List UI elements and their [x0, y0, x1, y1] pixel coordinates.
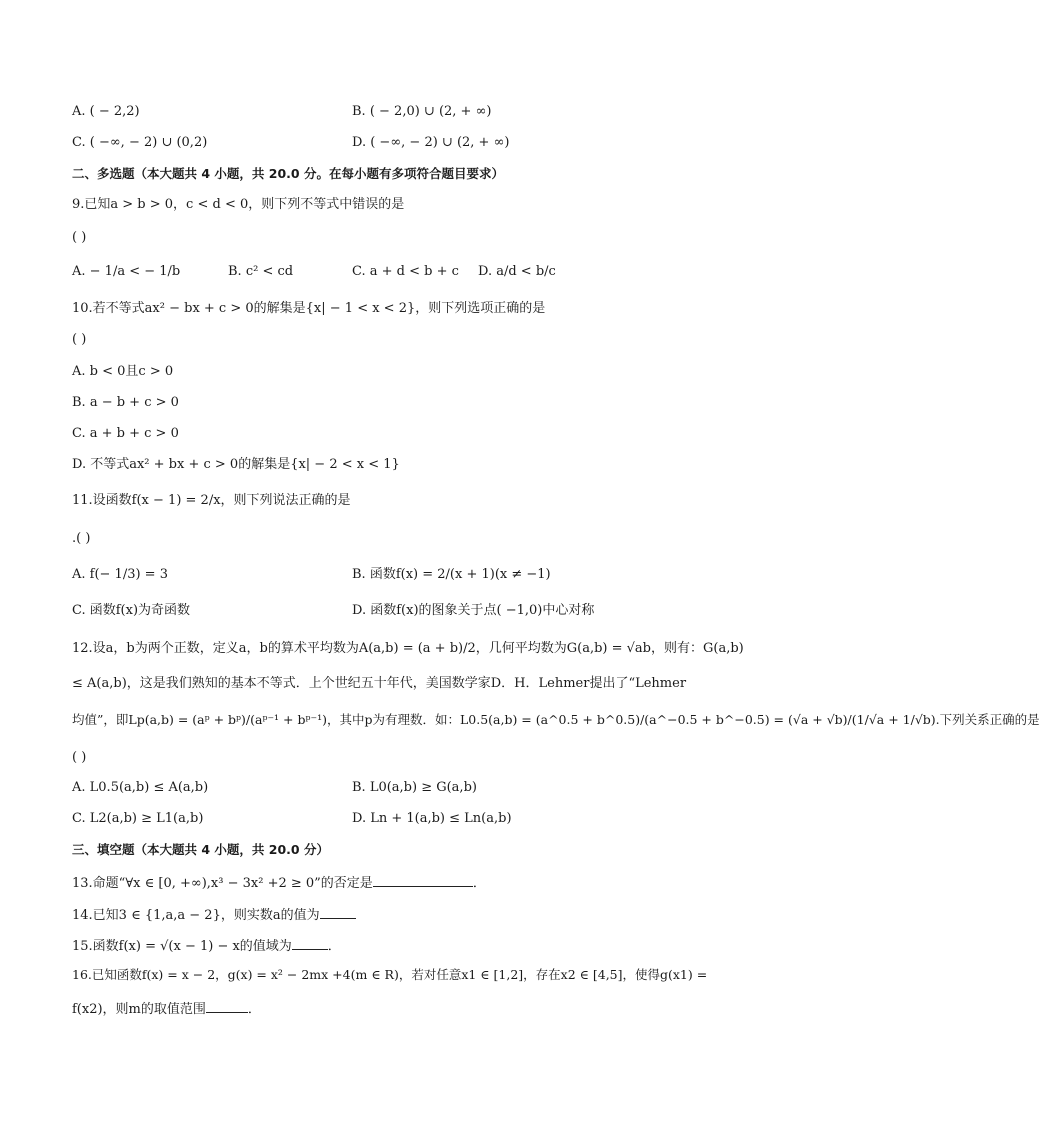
q10-stem: 10.若不等式ax² − bx + c > 0的解集是{x| − 1 < x < 2}，则下列选项正确的是	[72, 301, 546, 316]
section-title-fill-in: 三、填空题（本大题共 4 小题，共 20.0 分）	[72, 842, 329, 857]
q8-option-c: C. ( −∞, − 2) ∪ (0,2)	[72, 135, 208, 150]
q16-line-1: 16.已知函数f(x) = x − 2，g(x) = x² − 2mx +4(m ∈ R)，若对任意x1 ∈ [1,2]，存在x2 ∈ [4,5]，使得g(x1) =	[72, 967, 708, 982]
q15-answer-blank[interactable]	[292, 935, 328, 950]
q15-end: ．	[327, 939, 341, 954]
q16-line-2	[72, 998, 261, 1019]
q9-option-a: A. − 1/a < − 1/b	[72, 264, 181, 279]
q12-option-a: A. L0.5(a,b) ≤ A(a,b)	[72, 780, 209, 795]
q12-option-b: B. L0(a,b) ≥ G(a,b)	[352, 780, 477, 795]
q14	[72, 904, 356, 925]
q11-stem: 11.设函数f(x − 1) = 2/x，则下列说法正确的是	[72, 493, 351, 508]
q12-line-3: 均值”，即Lp(a,b) = (aᵖ + bᵖ)/(aᵖ⁻¹ + bᵖ⁻¹)，其中p为有理数．如：L0.5(a,b) = (a^0.5 + b^0.5)/(a^−0.5 + b^−0.5) = (√a + √b)/(1/√a + 1/√b).下列关系正确的是	[72, 712, 1040, 727]
q8-option-d: D. ( −∞, − 2) ∪ (2, + ∞)	[352, 135, 510, 150]
q9-option-c: C. a + d < b + c	[352, 264, 459, 279]
q14-text: 14.已知3 ∈ {1,a,a − 2}，则实数a的值为	[72, 908, 320, 923]
q8-option-a: A. ( − 2,2)	[72, 104, 140, 119]
q12-option-d: D. Ln + 1(a,b) ≤ Ln(a,b)	[352, 811, 512, 826]
q12-option-c: C. L2(a,b) ≥ L1(a,b)	[72, 811, 204, 826]
q13	[72, 872, 486, 893]
q13-answer-blank[interactable]	[373, 872, 473, 887]
q10-option-a: A. b < 0且c > 0	[72, 364, 174, 379]
q15	[72, 935, 341, 956]
q9-stem: 9.已知a > b > 0，c < d < 0，则下列不等式中错误的是	[72, 197, 405, 212]
q11-option-b: B. 函数f(x) = 2/(x + 1)(x ≠ −1)	[352, 567, 551, 582]
q12-paren: ( )	[72, 750, 87, 765]
q10-option-b: B. a − b + c > 0	[72, 395, 179, 410]
q12-line-1: 12.设a，b为两个正数，定义a，b的算术平均数为A(a,b) = (a + b)/2，几何平均数为G(a,b) = √ab，则有：G(a,b)	[72, 641, 744, 656]
q10-option-d: D. 不等式ax² + bx + c > 0的解集是{x| − 2 < x < 1}	[72, 457, 400, 472]
q11-option-d: D. 函数f(x)的图象关于点( −1,0)中心对称	[352, 603, 595, 618]
q12-line-2: ≤ A(a,b)，这是我们熟知的基本不等式．上个世纪五十年代，美国数学家D．H．Lehmer提出了“Lehmer	[72, 676, 687, 691]
q10-paren: ( )	[72, 332, 87, 347]
q13-end: ．	[472, 876, 486, 891]
section-title-multiple-choice: 二、多选题（本大题共 4 小题，共 20.0 分。在每小题有多项符合题目要求）	[72, 166, 504, 181]
q9-paren: ( )	[72, 230, 87, 245]
q16-end: ．	[247, 1002, 261, 1017]
q16-answer-blank[interactable]	[206, 998, 248, 1013]
q16-line-2-text: f(x2)，则m的取值范围	[72, 1002, 206, 1017]
q10-option-c: C. a + b + c > 0	[72, 426, 179, 441]
q11-paren: .( )	[72, 531, 91, 546]
q8-option-b: B. ( − 2,0) ∪ (2, + ∞)	[352, 104, 492, 119]
q9-option-b: B. c² < cd	[228, 264, 294, 279]
q13-text: 13.命题“∀x ∈ [0, +∞),x³ − 3x² +2 ≥ 0”的否定是	[72, 876, 373, 891]
q11-option-a: A. f(− 1/3) = 3	[72, 567, 168, 582]
q14-answer-blank[interactable]	[320, 904, 356, 919]
q15-text: 15.函数f(x) = √(x − 1) − x的值域为	[72, 939, 292, 954]
q11-option-c: C. 函数f(x)为奇函数	[72, 603, 191, 618]
q9-option-d: D. a/d < b/c	[478, 264, 556, 279]
